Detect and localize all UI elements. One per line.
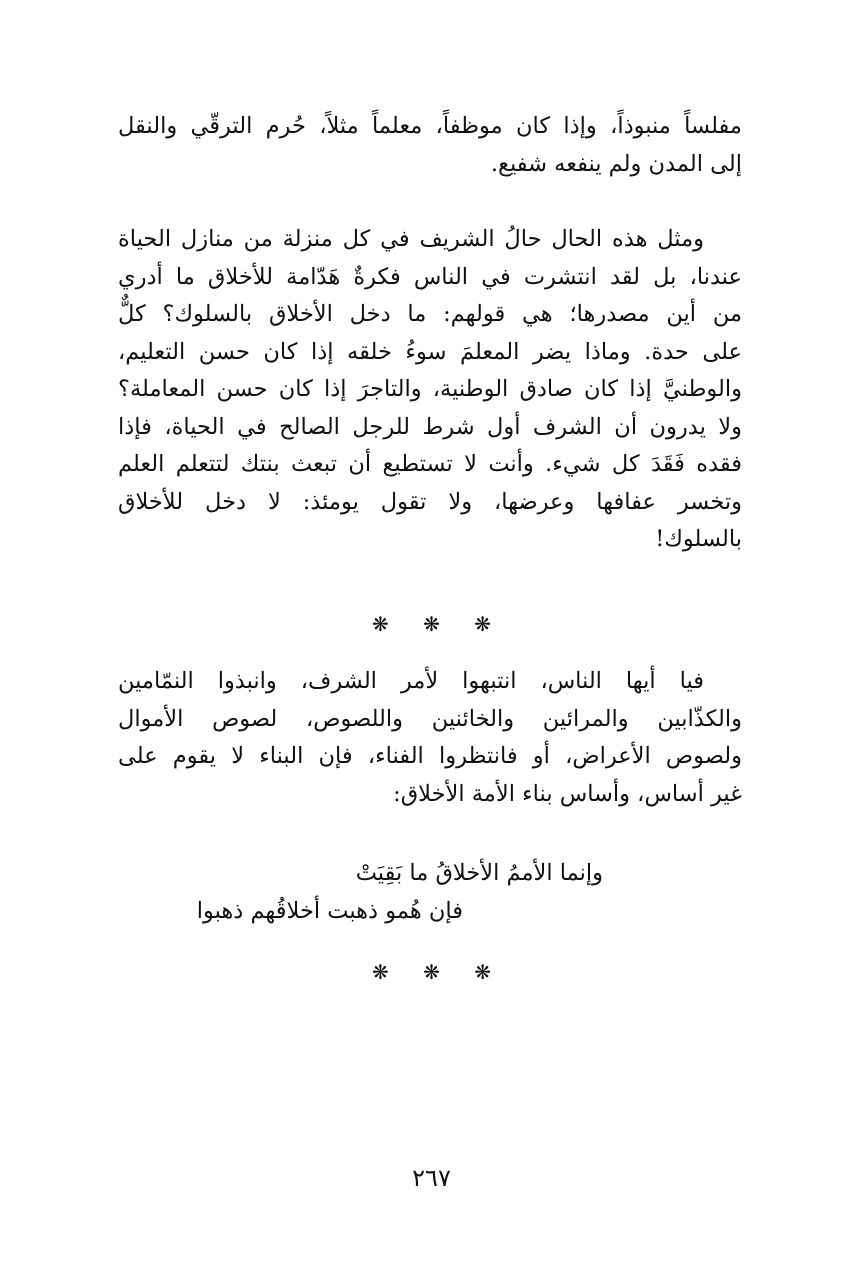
paragraph-line: والوطنيَّ إذا كان صادق الوطنية، والتاجرَ إذا كان حسن المعاملة؟ <box>118 376 742 402</box>
paragraph-line: فقده فَقَدَ كل شيء. وأنت لا تستطيع أن تبعث بنتك لتتعلم العلم <box>118 451 742 477</box>
asterism-star: ❋ <box>474 960 491 984</box>
asterism-star: ❋ <box>423 612 440 636</box>
paragraph-line: مفلساً منبوذاً، وإذا كان موظفاً، معلماً مثلاً، حُرم الترقّي والنقل <box>118 113 742 139</box>
section-separator <box>0 612 863 636</box>
asterism-star: ❋ <box>371 960 389 984</box>
paragraph-line: ولا يدرون أن الشرف أول شرط للرجل الصالح في الحياة، فإذا <box>118 413 742 440</box>
asterism-star: ❋ <box>423 960 440 984</box>
paragraph-line: إلى المدن ولم ينفعه شفيع. <box>490 150 742 177</box>
verse-hemistich-2: فإن هُمو ذهبت أخلاقُهم ذهبوا <box>196 898 463 924</box>
page-number: ٢٦٧ <box>412 1164 451 1192</box>
paragraph-line: والكذّابين والمرائين والخائنين واللصوص، لصوص الأموال <box>118 705 742 732</box>
paragraph-3 <box>118 663 742 813</box>
paragraph-1 <box>118 108 742 183</box>
verse-hemistich-1: وإنما الأممُ الأخلاقُ ما بَقِيَتْ <box>355 860 603 886</box>
paragraph-line: ومثل هذه الحال حالُ الشريف في كل منزلة من منازل الحياة <box>118 226 704 252</box>
paragraph-line: ولصوص الأعراض، أو فانتظروا الفناء، فإن البناء لا يقوم على <box>118 743 742 769</box>
section-separator <box>0 960 863 984</box>
paragraph-line: وتخسر عفافها وعرضها، ولا تقول يومئذ: لا دخل للأخلاق <box>118 488 742 515</box>
paragraph-line: على حدة. وماذا يضر المعلمَ سوءُ خلقه إذا كان حسن التعليم، <box>118 338 742 365</box>
paragraph-line: عندنا، بل لقد انتشرت في الناس فكرةٌ هَدّامة للأخلاق ما أدري <box>118 263 742 290</box>
paragraph-line: بالسلوك! <box>655 526 742 552</box>
asterism-star: ❋ <box>474 612 491 636</box>
asterism-star: ❋ <box>371 612 389 636</box>
paragraph-line: فيا أيها الناس، انتبهوا لأمر الشرف، وانبذوا النمّامين <box>118 668 704 694</box>
paragraph-line: من أين مصدرها؛ هي قولهم: ما دخل الأخلاق بالسلوك؟ كلٌّ <box>118 301 742 327</box>
paragraph-2 <box>118 221 742 559</box>
paragraph-line: غير أساس، وأساس بناء الأمة الأخلاق: <box>393 780 742 807</box>
